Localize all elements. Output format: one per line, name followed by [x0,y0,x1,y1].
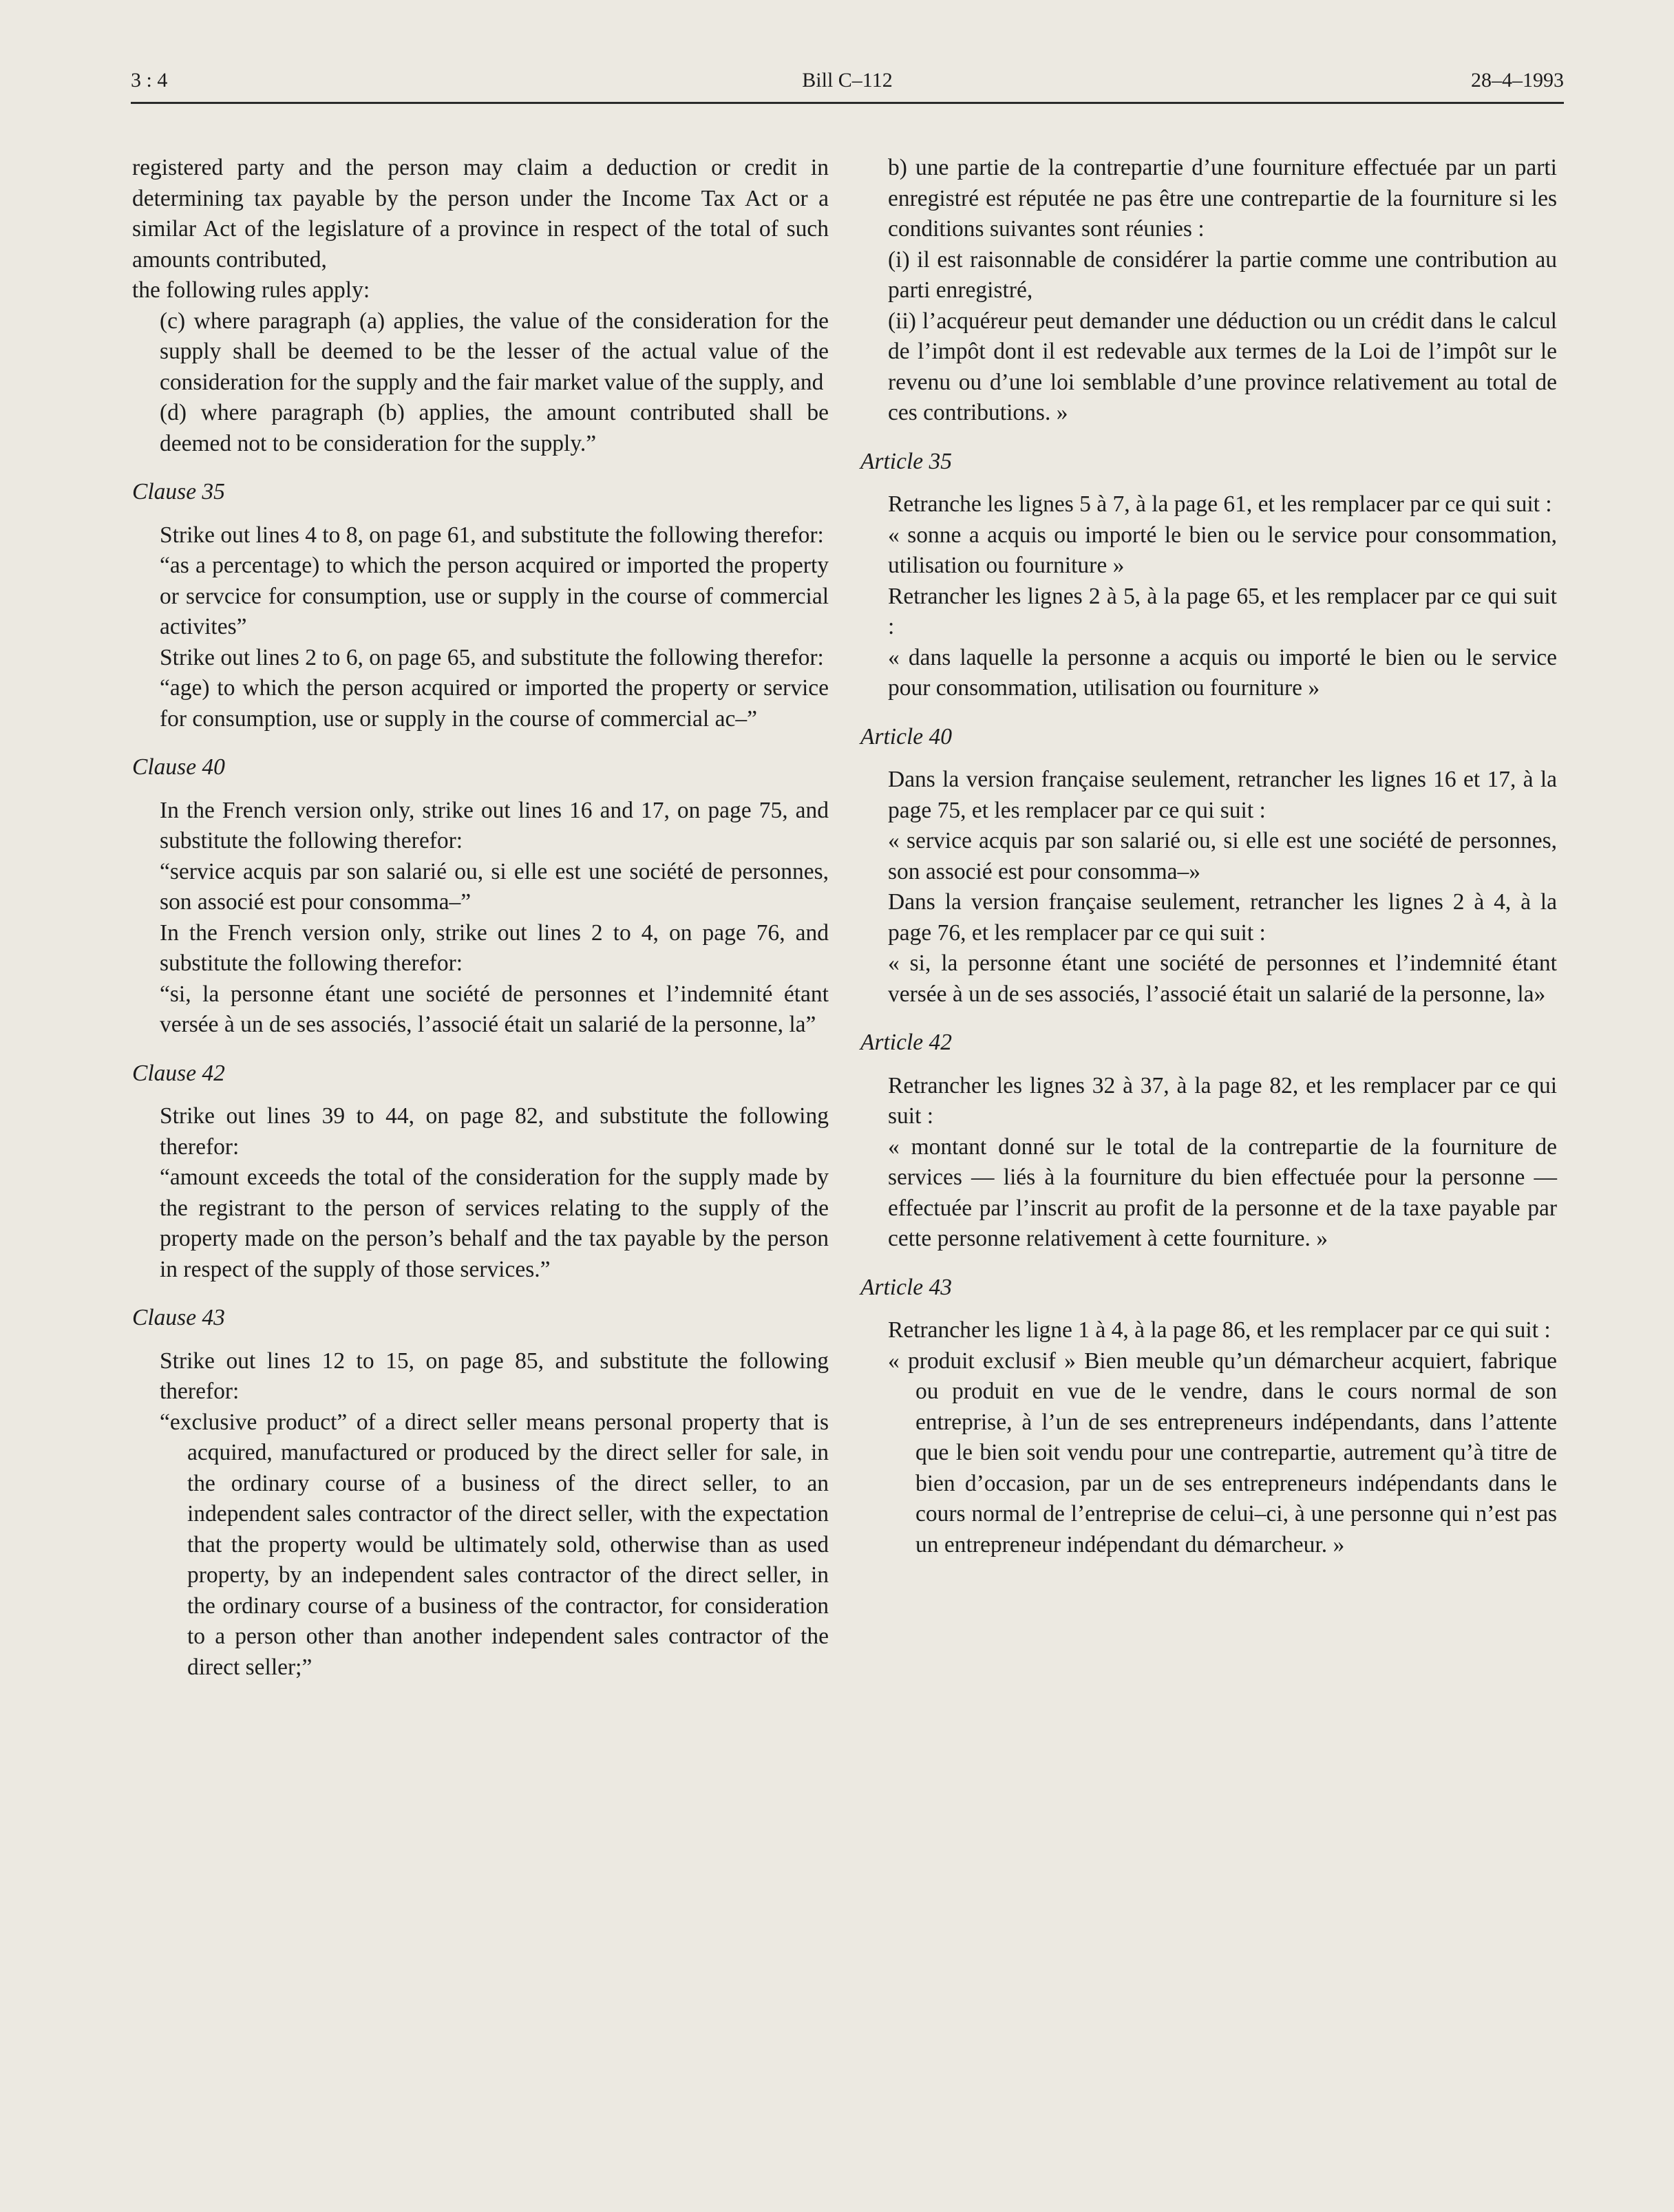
paragraph: b) une partie de la contrepartie d’une fourniture effectuée par un parti enregistré est réputée ne pas être une contrepartie de la fourniture si les conditions suivantes sont réunies : [888,155,1557,242]
paragraph: the following rules apply: [132,277,370,303]
instruction: Strike out lines 2 to 6, on page 65, and substitute the following therefor: [160,644,824,670]
article-heading: Article 35 [860,448,953,474]
instruction: Retranche les lignes 5 à 7, à la page 61, et les remplacer par ce qui suit : [888,491,1552,517]
article-heading: Article 43 [860,1274,953,1300]
amendment-text: “as a percentage) to which the person acquired or imported the property or servcice for consumption, use or supply in the course of commercial activites” [160,553,829,639]
amendment-text: “si, la personne étant une société de personnes et l’indemnité étant versée à un de ses associés, l’associé était un salarié de la personne, la” [160,981,829,1037]
clause-heading: Clause 35 [132,479,225,504]
english-column [132,153,829,1683]
instruction: Strike out lines 4 to 8, on page 61, and substitute the following therefor: [160,522,824,548]
subparagraph: (i) il est raisonnable de considérer la partie comme une contribution au parti enregistré, [888,246,1557,303]
amendment-text: “service acquis par son salarié ou, si elle est une société de personnes, son associé est pour consomma–” [160,858,829,915]
amendment-text: « produit exclusif » Bien meuble qu’un démarcheur acquiert, fabrique ou produit en vue de le vendre, dans le cours normal de son entreprise, à l’un de ses entrepreneurs indépendants, dans l’attente que le bien soit vendu pour une contrepartie, autrement qu’à titre de bien d’occasion, par un de ses entrepreneurs indépendants dans le cours normal de l’entreprise de celui–ci, à une personne qui n’est pas un entrepreneur indépendant du démarcheur. » [888,1348,1557,1557]
page-header [131,69,1564,99]
clause-heading: Clause 40 [132,754,225,780]
instruction: Retrancher les lignes 32 à 37, à la page 82, et les remplacer par ce qui suit : [888,1072,1557,1129]
article-heading: Article 42 [860,1030,953,1055]
paragraph: registered party and the person may claim a deduction or credit in determining tax payable by the person under the Income Tax Act or a similar Act of the legislature of a province in respect of the total of such amounts contributed, [132,155,829,273]
instruction: In the French version only, strike out lines 16 and 17, on page 75, and substitute the following therefor: [160,797,829,853]
amendment-text: « dans laquelle la personne a acquis ou importé le bien ou le service pour consommation, utilisation ou fourniture » [888,644,1557,701]
article-heading: Article 40 [860,723,953,749]
page-reference: 3 : 4 [131,69,168,92]
instruction: In the French version only, strike out lines 2 to 4, on page 76, and substitute the following therefor: [160,919,829,976]
instruction: Strike out lines 39 to 44, on page 82, and substitute the following therefor: [160,1103,829,1160]
amendment-text: « montant donné sur le total de la contrepartie de la fourniture de services — liés à la fourniture du bien effectuée pour la personne — effectuée par l’inscrit au profit de la personne et de la taxe payable par cette personne relativement à cette fourniture. » [888,1134,1557,1251]
subparagraph: (ii) l’acquéreur peut demander une déduction ou un crédit dans le calcul de l’impôt dont il est redevable aux termes de la Loi de l’impôt sur le revenu ou d’une loi semblable d’une province relativement au total de ces contributions. » [888,308,1557,425]
amendment-text: “exclusive product” of a direct seller means personal property that is acquired, manufactured or produced by the direct seller for sale, in the ordinary course of a business of the direct seller, to an independent sales contractor of the direct seller, with the expectation that the property would be ultimately sold, otherwise than as used property, by an independent sales contractor of the direct seller, in the ordinary course of a business of the contractor, for consideration to a person other than another independent sales contractor of the direct seller;” [160,1409,829,1680]
subparagraph: (c) where paragraph (a) applies, the value of the consideration for the supply shall be deemed to be the lesser of the actual value of the consideration for the supply and the fair market value of the supply, and [160,308,829,395]
bill-title: Bill C–112 [802,69,893,92]
instruction: Dans la version française seulement, retrancher les lignes 16 et 17, à la page 75, et les remplacer par ce qui suit : [888,767,1557,823]
amendment-text: « sonne a acquis ou importé le bien ou le service pour consommation, utilisation ou fourniture » [888,522,1557,578]
instruction: Retrancher les lignes 2 à 5, à la page 65, et les remplacer par ce qui suit : [888,583,1557,639]
clause-heading: Clause 43 [132,1305,225,1330]
amendment-text: « si, la personne étant une société de personnes et l’indemnité étant versée à un de ses associés, l’associé était un salarié de la personne, la» [888,950,1557,1007]
amendment-text: “age) to which the person acquired or imported the property or service for consumption, use or supply in the course of commercial ac–” [160,675,829,732]
instruction: Retrancher les ligne 1 à 4, à la page 86, et les remplacer par ce qui suit : [888,1317,1551,1343]
french-column [860,153,1557,1560]
subparagraph: (d) where paragraph (b) applies, the amount contributed shall be deemed not to be consideration for the supply.” [160,400,829,456]
header-rule [131,102,1564,104]
instruction: Dans la version française seulement, retrancher les lignes 2 à 4, à la page 76, et les remplacer par ce qui suit : [888,889,1557,946]
amendment-text: « service acquis par son salarié ou, si elle est une société de personnes, son associé est pour consomma–» [888,828,1557,884]
header-date: 28–4–1993 [1471,69,1564,92]
clause-heading: Clause 42 [132,1060,225,1086]
amendment-text: “amount exceeds the total of the consideration for the supply made by the registrant to the person of services relating to the supply of the property made on the person’s behalf and the tax payable by the person in respect of the supply of those services.” [160,1165,829,1282]
instruction: Strike out lines 12 to 15, on page 85, and substitute the following therefor: [160,1348,829,1404]
